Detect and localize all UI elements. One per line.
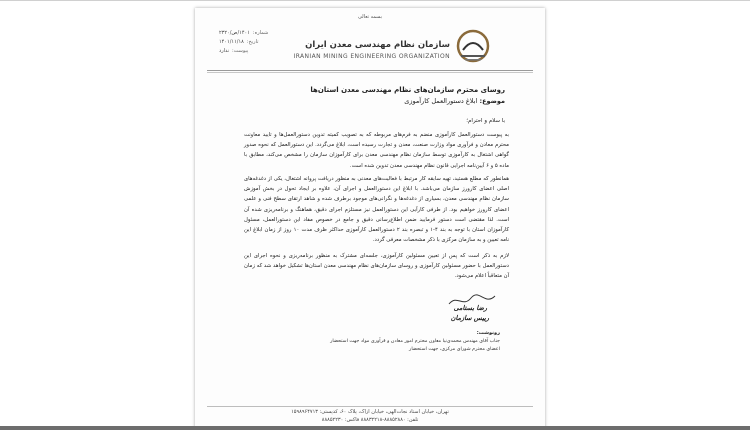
cc-heading: رونوشت:: [476, 330, 500, 336]
body-paragraph-3: لازم به ذکر است که پس از تعیین مسئولین کارآموزی، جلسه‌ای مشترک به منظور برنامه‌ریزی و نحوه اجرای این دستورالعمل با حضور مسئولین کارآموزی و روسای سازمان‌های نظام مهندسی معدن استان‌ها تشکیل خواهد شد که زمان آن متعاقباً اعلام می‌شود.: [244, 253, 509, 280]
header-divider-secondary: [207, 72, 533, 73]
subject-label: موضوع:: [479, 97, 505, 105]
body-paragraph-1: به پیوست دستورالعمل کارآموزی منضم به فرم‌های مربوطه که به تصویب کمیته تدوین دستورالعمل‌ها و تایید معاونت محترم معادن و فرآوری مواد وزارت صنعت، معدن و تجارت رسیده است، ابلاغ می‌گردد. این دستورالعمل که نحوه صدور گواهی اشتغال به کارآموزی توسط سازمان نظام مهندسی معدن برای کارآموزان سازمان را مشخص می‌کند، مطابق با ماده ۵ و ۶ آیین‌نامه اجرایی قانون نظام مهندسی معدن تدوین شده است.: [244, 132, 509, 169]
org-name-en: IRANIAN MINING ENGINEERING ORGANIZATION: [293, 53, 450, 60]
body-paragraph-2: همانطور که مطلع هستید، تهیه سابقه کار مرتبط با فعالیت‌های معدنی به منظور دریافت پروانه اشتغال، یکی از دغدغه‌های اصلی اعضای کارورز سازمان می‌باشد. با ابلاغ این دستورالعمل و اجرای آن، علاوه بر ایجاد تحول در بخش آموزش سازمان نظام مهندسی معدن، بسیاری از دغدغه‌ها و نگرانی‌های موجود برطرف شده و شاهد ارتقای سطح فنی و علمی اعضای کارورز خواهیم بود. از طرفی کارآیی این دستورالعمل نیز مستلزم اجرای دقیق، هماهنگ و برنامه‌ریزی شده آن است. لذا مقتضی است دستور فرمایید ضمن اطلاع‌رسانی دقیق و جامع در خصوص مفاد این دستورالعمل، مسئول کارآموزان استان با توجه به بند ۴-۱ و تبصره بند ۲ دستورالعمل کارآموزی حداکثر ظرف مدت ۱۰ روز از زمان ابلاغ این نامه تعیین و به سازمان مرکزی با ذکر مشخصات معرفی گردد.: [244, 176, 509, 244]
subject-line: [404, 97, 505, 105]
recipient: روسای محترم سازمان‌های نظام مهندسی معدن استان‌ها: [310, 86, 505, 94]
bottom-bar: [0, 426, 750, 430]
footer-address: تهران، خیابان استاد نجات‌الهی، خیابان ازاک، پلاک ۶۰، کدپستی: ۱۵۹۸۹۶۴۷۱۳: [291, 409, 449, 415]
footer-contact: تلفن: ۸۸۸۵۲۸۸۰-۸۸۸۳۲۲۱۸ فاکس: ۸۸۸۵۲۲۳۰: [321, 417, 419, 423]
org-name-fa: سازمان نظام مهندسی معدن ایران: [305, 40, 450, 50]
cc-line: جناب آقای مهندس محمدی‌نیا معاون محترم امور معادن و فرآوری مواد جهت استحضار: [330, 339, 500, 344]
number-label: شماره:: [252, 30, 269, 36]
subject-value: ابلاغ دستورالعمل کارآموزی: [404, 97, 478, 105]
signer-name: رضا بستامی: [453, 304, 487, 312]
letter-date: [219, 39, 259, 45]
footer-divider: [207, 406, 533, 407]
attachment-label: پیوست:: [232, 48, 249, 54]
cc-line: اعضای محترم شورای مرکزی، جهت استحضار: [409, 347, 500, 352]
organization-logo-icon: [453, 28, 493, 66]
date-label: تاریخ:: [246, 39, 259, 45]
letter-attachment: [219, 48, 248, 54]
number-value: ۱۴۰۱/ص/۲۳۲۰: [219, 30, 250, 36]
letter-number: [219, 30, 268, 36]
signer-title: رییس سازمان: [450, 314, 489, 322]
greeting: با سلام و احترام؛: [466, 118, 505, 124]
date-value: ۱۴۰۱/۱۱/۱۸: [219, 39, 244, 45]
letter-page: [195, 8, 545, 430]
attachment-value: ندارد: [219, 48, 230, 54]
top-frame-line: [0, 0, 750, 1]
header-divider: [207, 70, 533, 71]
basmala: بسمه تعالی: [357, 14, 383, 20]
